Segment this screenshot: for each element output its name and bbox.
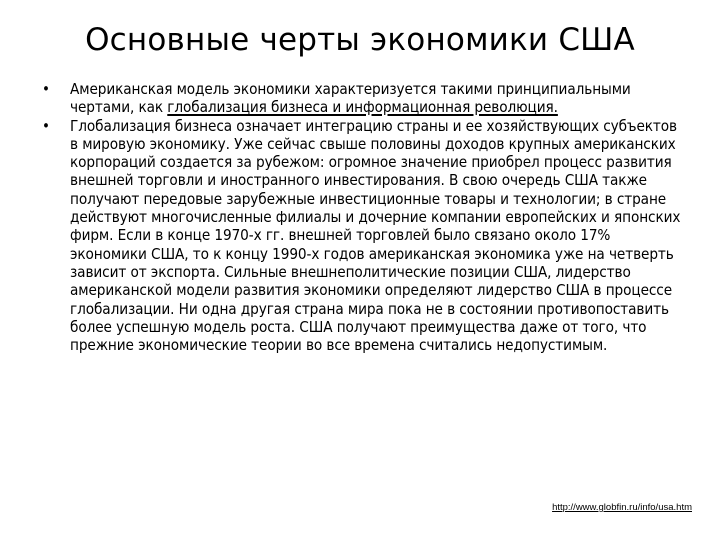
bullet-text: Глобализация бизнеса означает интеграцию страны и ее хозяйствующих субъектов в мировую экономику. Уже сейчас свыше половины доходов крупных американских корпораций создается за рубежом: огромное значение приобрел процесс развития внешней торговли и иностранного инвестирования. В свою очередь США также получают передовые зарубежные инвестиционные товары и технологии; в стране действуют многочисленные филиалы и дочерние компании европейских и японских фирм. Если в конце 1970-х гг. внешней торговлей было связано около 17% экономики США, то к концу 1990-х годов американская экономика уже на четверть зависит от экспорта. Сильные внешнеполитические позиции США, лидерство американской модели развития экономики определяют лидерство США в процессе глобализации. Ни одна другая страна мира пока не в состоянии противопоставить более успешную модель роста. США получают преимущества даже от того, что прежние экономические теории во все времена считались недопустимым. bbox=[70, 116, 681, 355]
bullet-list bbox=[36, 80, 686, 354]
underlined-phrase: глобализация бизнеса и информационная революция. bbox=[167, 98, 558, 117]
bullet-item-2 bbox=[36, 117, 686, 355]
bullet-text-lead: Американская модель экономики характеризуется такими принципиальными чертами, как bbox=[70, 80, 631, 117]
source-link[interactable]: http://www.globfin.ru/info/usa.htm bbox=[552, 502, 692, 513]
bullet-text bbox=[70, 80, 631, 116]
bullet-marker: • bbox=[42, 80, 50, 98]
slide-title: Основные черты экономики США bbox=[85, 22, 635, 58]
bullet-marker: • bbox=[42, 116, 50, 135]
bullet-item-1 bbox=[36, 80, 686, 117]
